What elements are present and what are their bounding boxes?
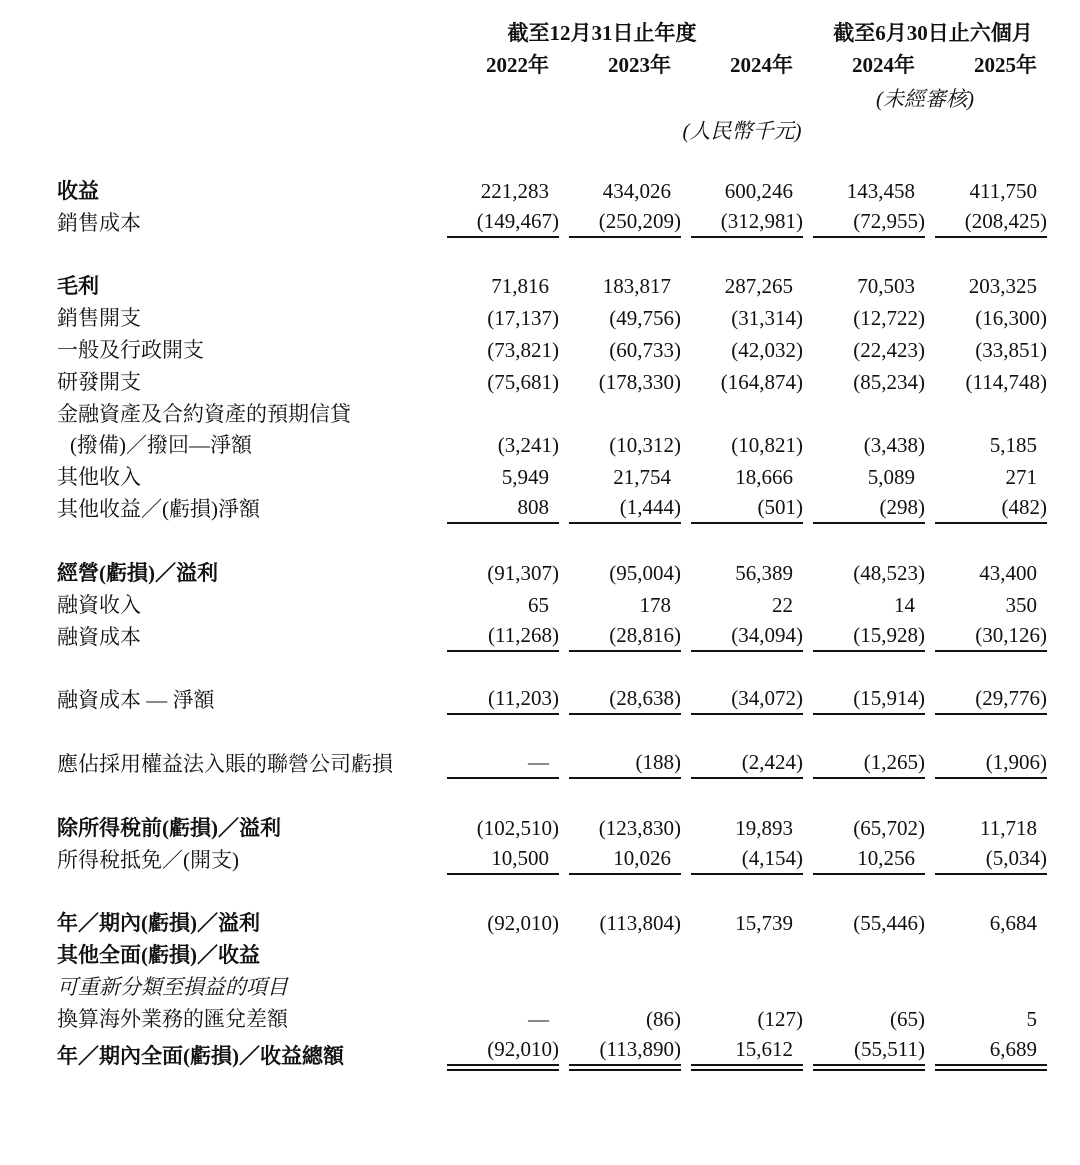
cell-value (681, 938, 803, 970)
value-text: 287,265 (724, 274, 793, 299)
value-text: (298) (879, 495, 925, 520)
value-text: (17,137) (487, 306, 559, 331)
table-row (57, 907, 1047, 939)
value-text: (1,906) (985, 750, 1047, 775)
row-label: 其他全面(虧損)／收益 (57, 943, 260, 968)
income-statement-table (57, 14, 1047, 1071)
value-text: 10,026 (613, 845, 671, 870)
cell-value (437, 301, 559, 333)
cell-value (681, 907, 803, 939)
cell-value (925, 811, 1047, 843)
cell-value (925, 1002, 1047, 1034)
cell-value (559, 907, 681, 939)
cell-value (925, 620, 1047, 652)
cell-value (803, 174, 925, 206)
value-text: 43,400 (979, 560, 1037, 585)
value-text: (55,446) (853, 911, 925, 936)
cell-value (803, 588, 925, 620)
header-unit-row (57, 114, 1047, 146)
cell-value (803, 429, 925, 461)
value-text: 14 (894, 592, 915, 617)
table-row (57, 365, 1047, 397)
value-text: 6,684 (989, 911, 1037, 936)
cell-value (681, 206, 803, 238)
value-text: (75,681) (487, 369, 559, 394)
value-text: (3,438) (863, 433, 925, 458)
cell-value (925, 206, 1047, 238)
value-text: (55,511) (854, 1036, 925, 1061)
value-text: (2,424) (741, 750, 803, 775)
cell-value (803, 492, 925, 524)
value-text: (149,467) (476, 208, 559, 233)
cell-value (437, 206, 559, 238)
income-statement-body (57, 174, 1047, 1071)
value-text: (30,126) (975, 622, 1047, 647)
row-label: 可重新分類至損益的項目 (57, 974, 288, 999)
cell-value (925, 492, 1047, 524)
cell-value (437, 492, 559, 524)
value-text: (34,072) (731, 686, 803, 711)
value-text: 434,026 (602, 178, 671, 203)
cell-value (681, 970, 803, 1002)
cell-value (803, 556, 925, 588)
cell-value (559, 270, 681, 302)
header-unaudited-row (57, 80, 1047, 114)
value-text: (92,010) (487, 911, 559, 936)
cell-value (681, 460, 803, 492)
value-text: 221,283 (480, 178, 549, 203)
cell-value (681, 397, 803, 429)
value-text: (3,241) (497, 433, 559, 458)
value-text: (178,330) (598, 369, 681, 394)
cell-value (925, 683, 1047, 715)
value-text: 70,503 (857, 274, 915, 299)
spacer-row (57, 875, 1047, 907)
value-text: (85,234) (853, 369, 925, 394)
cell-value (681, 683, 803, 715)
cell-value (803, 907, 925, 939)
cell-value (681, 747, 803, 779)
table-row (57, 970, 1047, 1002)
cell-value (803, 1002, 925, 1034)
value-text: 56,389 (735, 560, 793, 585)
value-text: (208,425) (964, 208, 1047, 233)
table-row (57, 206, 1047, 238)
cell-value (925, 365, 1047, 397)
header-years-row (57, 48, 1047, 80)
currency-unit-note: (人民幣千元) (682, 119, 802, 143)
period-group-annual: 截至12月31日止年度 (507, 21, 697, 45)
row-label: 一般及行政開支 (57, 337, 204, 362)
table-row (57, 270, 1047, 302)
header-empty-cell (57, 114, 437, 146)
value-text: 350 (1005, 592, 1037, 617)
cell-value (559, 492, 681, 524)
year-column-header: 2024年 (730, 53, 793, 77)
table-row (57, 683, 1047, 715)
row-label: 融資成本 — 淨額 (57, 688, 215, 713)
cell-value (559, 970, 681, 1002)
cell-value (925, 270, 1047, 302)
cell-value (559, 460, 681, 492)
value-text: (15,928) (853, 622, 925, 647)
cell-value (559, 301, 681, 333)
cell-value (681, 1002, 803, 1034)
cell-value (925, 556, 1047, 588)
spacer-cell (57, 238, 1047, 270)
cell-value (681, 811, 803, 843)
row-label: 銷售成本 (57, 210, 141, 235)
row-label: 年／期內(虧損)／溢利 (57, 911, 260, 936)
value-text: (48,523) (853, 560, 925, 585)
value-text: (34,094) (731, 622, 803, 647)
value-text: (86) (646, 1006, 681, 1031)
cell-value (803, 301, 925, 333)
value-text: 271 (1005, 465, 1037, 490)
table-row (57, 460, 1047, 492)
value-text: — (528, 1006, 549, 1031)
value-text: 143,458 (846, 178, 915, 203)
value-text: 5,949 (501, 465, 549, 490)
value-text: (113,804) (599, 911, 681, 936)
cell-value (559, 843, 681, 875)
value-text: (65) (890, 1006, 925, 1031)
cell-value (681, 492, 803, 524)
row-label: 收益 (57, 178, 99, 203)
cell-value (925, 333, 1047, 365)
row-label: 除所得稅前(虧損)／溢利 (57, 815, 281, 840)
cell-value (437, 365, 559, 397)
row-label: 融資成本 (57, 624, 141, 649)
cell-value (437, 333, 559, 365)
spacer-cell (57, 715, 1047, 747)
cell-value (681, 620, 803, 652)
value-text: 178 (639, 592, 671, 617)
cell-value (559, 747, 681, 779)
cell-value (803, 460, 925, 492)
table-row (57, 938, 1047, 970)
value-text: (31,314) (731, 306, 803, 331)
cell-value (803, 333, 925, 365)
value-text: 19,893 (735, 815, 793, 840)
value-text: 15,612 (735, 1036, 793, 1061)
value-text: (28,816) (609, 622, 681, 647)
cell-value (681, 365, 803, 397)
table-row (57, 174, 1047, 206)
cell-value (437, 588, 559, 620)
header-empty-cell (57, 48, 437, 80)
cell-value (437, 843, 559, 875)
value-text: (91,307) (487, 560, 559, 585)
value-text: (1,265) (863, 750, 925, 775)
cell-value (803, 270, 925, 302)
cell-value (681, 333, 803, 365)
value-text: 22 (772, 592, 793, 617)
table-row (57, 333, 1047, 365)
spacer-cell (57, 779, 1047, 811)
table-row (57, 1034, 1047, 1071)
cell-value (681, 429, 803, 461)
cell-value (437, 556, 559, 588)
value-text: (164,874) (720, 369, 803, 394)
value-text: 11,718 (980, 815, 1037, 840)
value-text: (22,423) (853, 337, 925, 362)
value-text: 808 (517, 495, 549, 520)
value-text: 15,739 (735, 911, 793, 936)
year-column-header: 2023年 (608, 53, 671, 77)
value-text: 71,816 (491, 274, 549, 299)
value-text: 183,817 (602, 274, 671, 299)
header-gap-row (57, 146, 1047, 174)
cell-value (925, 970, 1047, 1002)
value-text: (4,154) (741, 845, 803, 870)
cell-value (437, 907, 559, 939)
year-column-header: 2022年 (486, 53, 549, 77)
row-label: 經營(虧損)／溢利 (57, 560, 218, 585)
cell-value (803, 683, 925, 715)
cell-value (559, 811, 681, 843)
header-empty-cell (57, 80, 437, 114)
year-column-header: 2024年 (852, 53, 915, 77)
spacer-row (57, 779, 1047, 811)
row-label: 其他收入 (57, 465, 141, 490)
cell-value (437, 683, 559, 715)
value-text: (15,914) (853, 686, 925, 711)
cell-value (437, 938, 559, 970)
value-text: (123,830) (598, 815, 681, 840)
cell-value (559, 365, 681, 397)
spacer-row (57, 715, 1047, 747)
row-label: 換算海外業務的匯兌差額 (57, 1006, 288, 1031)
cell-value (437, 397, 559, 429)
row-label: 銷售開支 (57, 306, 141, 331)
row-label: (撥備)／撥回—淨額 (70, 433, 252, 458)
cell-value (559, 1002, 681, 1034)
period-group-interim: 截至6月30日止六個月 (833, 21, 1033, 45)
value-text: (11,268) (488, 622, 559, 647)
cell-value (559, 588, 681, 620)
header-empty-cell (437, 80, 803, 114)
cell-value (437, 1034, 559, 1071)
table-row (57, 429, 1047, 461)
cell-value (681, 556, 803, 588)
cell-value (437, 620, 559, 652)
table-row (57, 556, 1047, 588)
value-text: (42,032) (731, 337, 803, 362)
cell-value (559, 333, 681, 365)
cell-value (681, 843, 803, 875)
table-row (57, 1002, 1047, 1034)
value-text: (16,300) (975, 306, 1047, 331)
cell-value (559, 397, 681, 429)
value-text: (11,203) (488, 686, 559, 711)
cell-value (437, 1002, 559, 1034)
spacer-cell (57, 875, 1047, 907)
value-text: 21,754 (613, 465, 671, 490)
cell-value (925, 301, 1047, 333)
value-text: (28,638) (609, 686, 681, 711)
cell-value (437, 747, 559, 779)
row-label: 其他收益／(虧損)淨額 (57, 497, 260, 522)
cell-value (437, 429, 559, 461)
table-row (57, 301, 1047, 333)
value-text: (102,510) (476, 815, 559, 840)
value-text: (250,209) (598, 208, 681, 233)
value-text: (49,756) (609, 306, 681, 331)
cell-value (559, 1034, 681, 1071)
cell-value (803, 843, 925, 875)
spacer-row (57, 238, 1047, 270)
cell-value (925, 938, 1047, 970)
value-text: (60,733) (609, 337, 681, 362)
value-text: (482) (1001, 495, 1047, 520)
spacer-row (57, 524, 1047, 556)
cell-value (803, 747, 925, 779)
cell-value (803, 938, 925, 970)
spacer-cell (57, 652, 1047, 684)
value-text: (10,821) (731, 433, 803, 458)
cell-value (681, 1034, 803, 1071)
table-row (57, 588, 1047, 620)
cell-value (925, 843, 1047, 875)
cell-value (803, 811, 925, 843)
unaudited-note: (未經審核) (876, 87, 974, 111)
cell-value (559, 429, 681, 461)
cell-value (803, 206, 925, 238)
value-text: 10,500 (491, 845, 549, 870)
row-label: 融資收入 (57, 592, 141, 617)
cell-value (925, 174, 1047, 206)
row-label: 年／期內全面(虧損)／收益總額 (57, 1043, 344, 1068)
cell-value (559, 683, 681, 715)
cell-value (681, 174, 803, 206)
cell-value (925, 1034, 1047, 1071)
table-row (57, 620, 1047, 652)
value-text: (114,748) (965, 369, 1047, 394)
cell-value (803, 365, 925, 397)
cell-value (559, 556, 681, 588)
header-period-row (57, 14, 1047, 48)
value-text: (65,702) (853, 815, 925, 840)
table-row (57, 747, 1047, 779)
value-text: 5,089 (867, 465, 915, 490)
cell-value (803, 970, 925, 1002)
cell-value (681, 588, 803, 620)
table-row (57, 843, 1047, 875)
cell-value (925, 429, 1047, 461)
value-text: — (528, 750, 549, 775)
table-row (57, 492, 1047, 524)
row-label: 所得稅抵免／(開支) (57, 847, 239, 872)
value-text: (29,776) (975, 686, 1047, 711)
spacer-row (57, 652, 1047, 684)
cell-value (559, 620, 681, 652)
value-text: 5,185 (989, 433, 1037, 458)
cell-value (681, 270, 803, 302)
spacer-cell (57, 524, 1047, 556)
row-label: 應佔採用權益法入賬的聯營公司虧損 (57, 752, 393, 777)
cell-value (437, 174, 559, 206)
cell-value (925, 907, 1047, 939)
cell-value (925, 588, 1047, 620)
cell-value (681, 301, 803, 333)
value-text: (10,312) (609, 433, 681, 458)
header-empty-cell (57, 14, 437, 48)
cell-value (803, 620, 925, 652)
cell-value (559, 174, 681, 206)
value-text: (5,034) (985, 845, 1047, 870)
cell-value (925, 747, 1047, 779)
value-text: 411,750 (969, 178, 1037, 203)
value-text: (127) (757, 1006, 803, 1031)
year-column-header: 2025年 (974, 53, 1037, 77)
row-label: 研發開支 (57, 369, 141, 394)
cell-value (803, 1034, 925, 1071)
cell-value (437, 270, 559, 302)
cell-value (559, 938, 681, 970)
value-text: (1,444) (619, 495, 681, 520)
value-text: 600,246 (724, 178, 793, 203)
row-label: 金融資產及合約資產的預期信貸 (57, 401, 351, 426)
value-text: (33,851) (975, 337, 1047, 362)
cell-value (437, 460, 559, 492)
value-text: (12,722) (853, 306, 925, 331)
value-text: (72,955) (853, 208, 925, 233)
cell-value (925, 460, 1047, 492)
table-row (57, 811, 1047, 843)
value-text: 65 (528, 592, 549, 617)
row-label: 毛利 (57, 274, 99, 299)
value-text: (73,821) (487, 337, 559, 362)
value-text: 18,666 (735, 465, 793, 490)
value-text: 203,325 (968, 274, 1037, 299)
value-text: 10,256 (857, 845, 915, 870)
cell-value (437, 811, 559, 843)
cell-value (437, 970, 559, 1002)
value-text: 6,689 (989, 1036, 1037, 1061)
cell-value (803, 397, 925, 429)
value-text: (92,010) (487, 1036, 559, 1061)
value-text: (113,890) (599, 1036, 681, 1061)
value-text: (501) (757, 495, 803, 520)
value-text: 5 (1026, 1006, 1037, 1031)
cell-value (925, 397, 1047, 429)
value-text: (188) (635, 750, 681, 775)
table-row (57, 397, 1047, 429)
value-text: (95,004) (609, 560, 681, 585)
value-text: (312,981) (720, 208, 803, 233)
cell-value (559, 206, 681, 238)
